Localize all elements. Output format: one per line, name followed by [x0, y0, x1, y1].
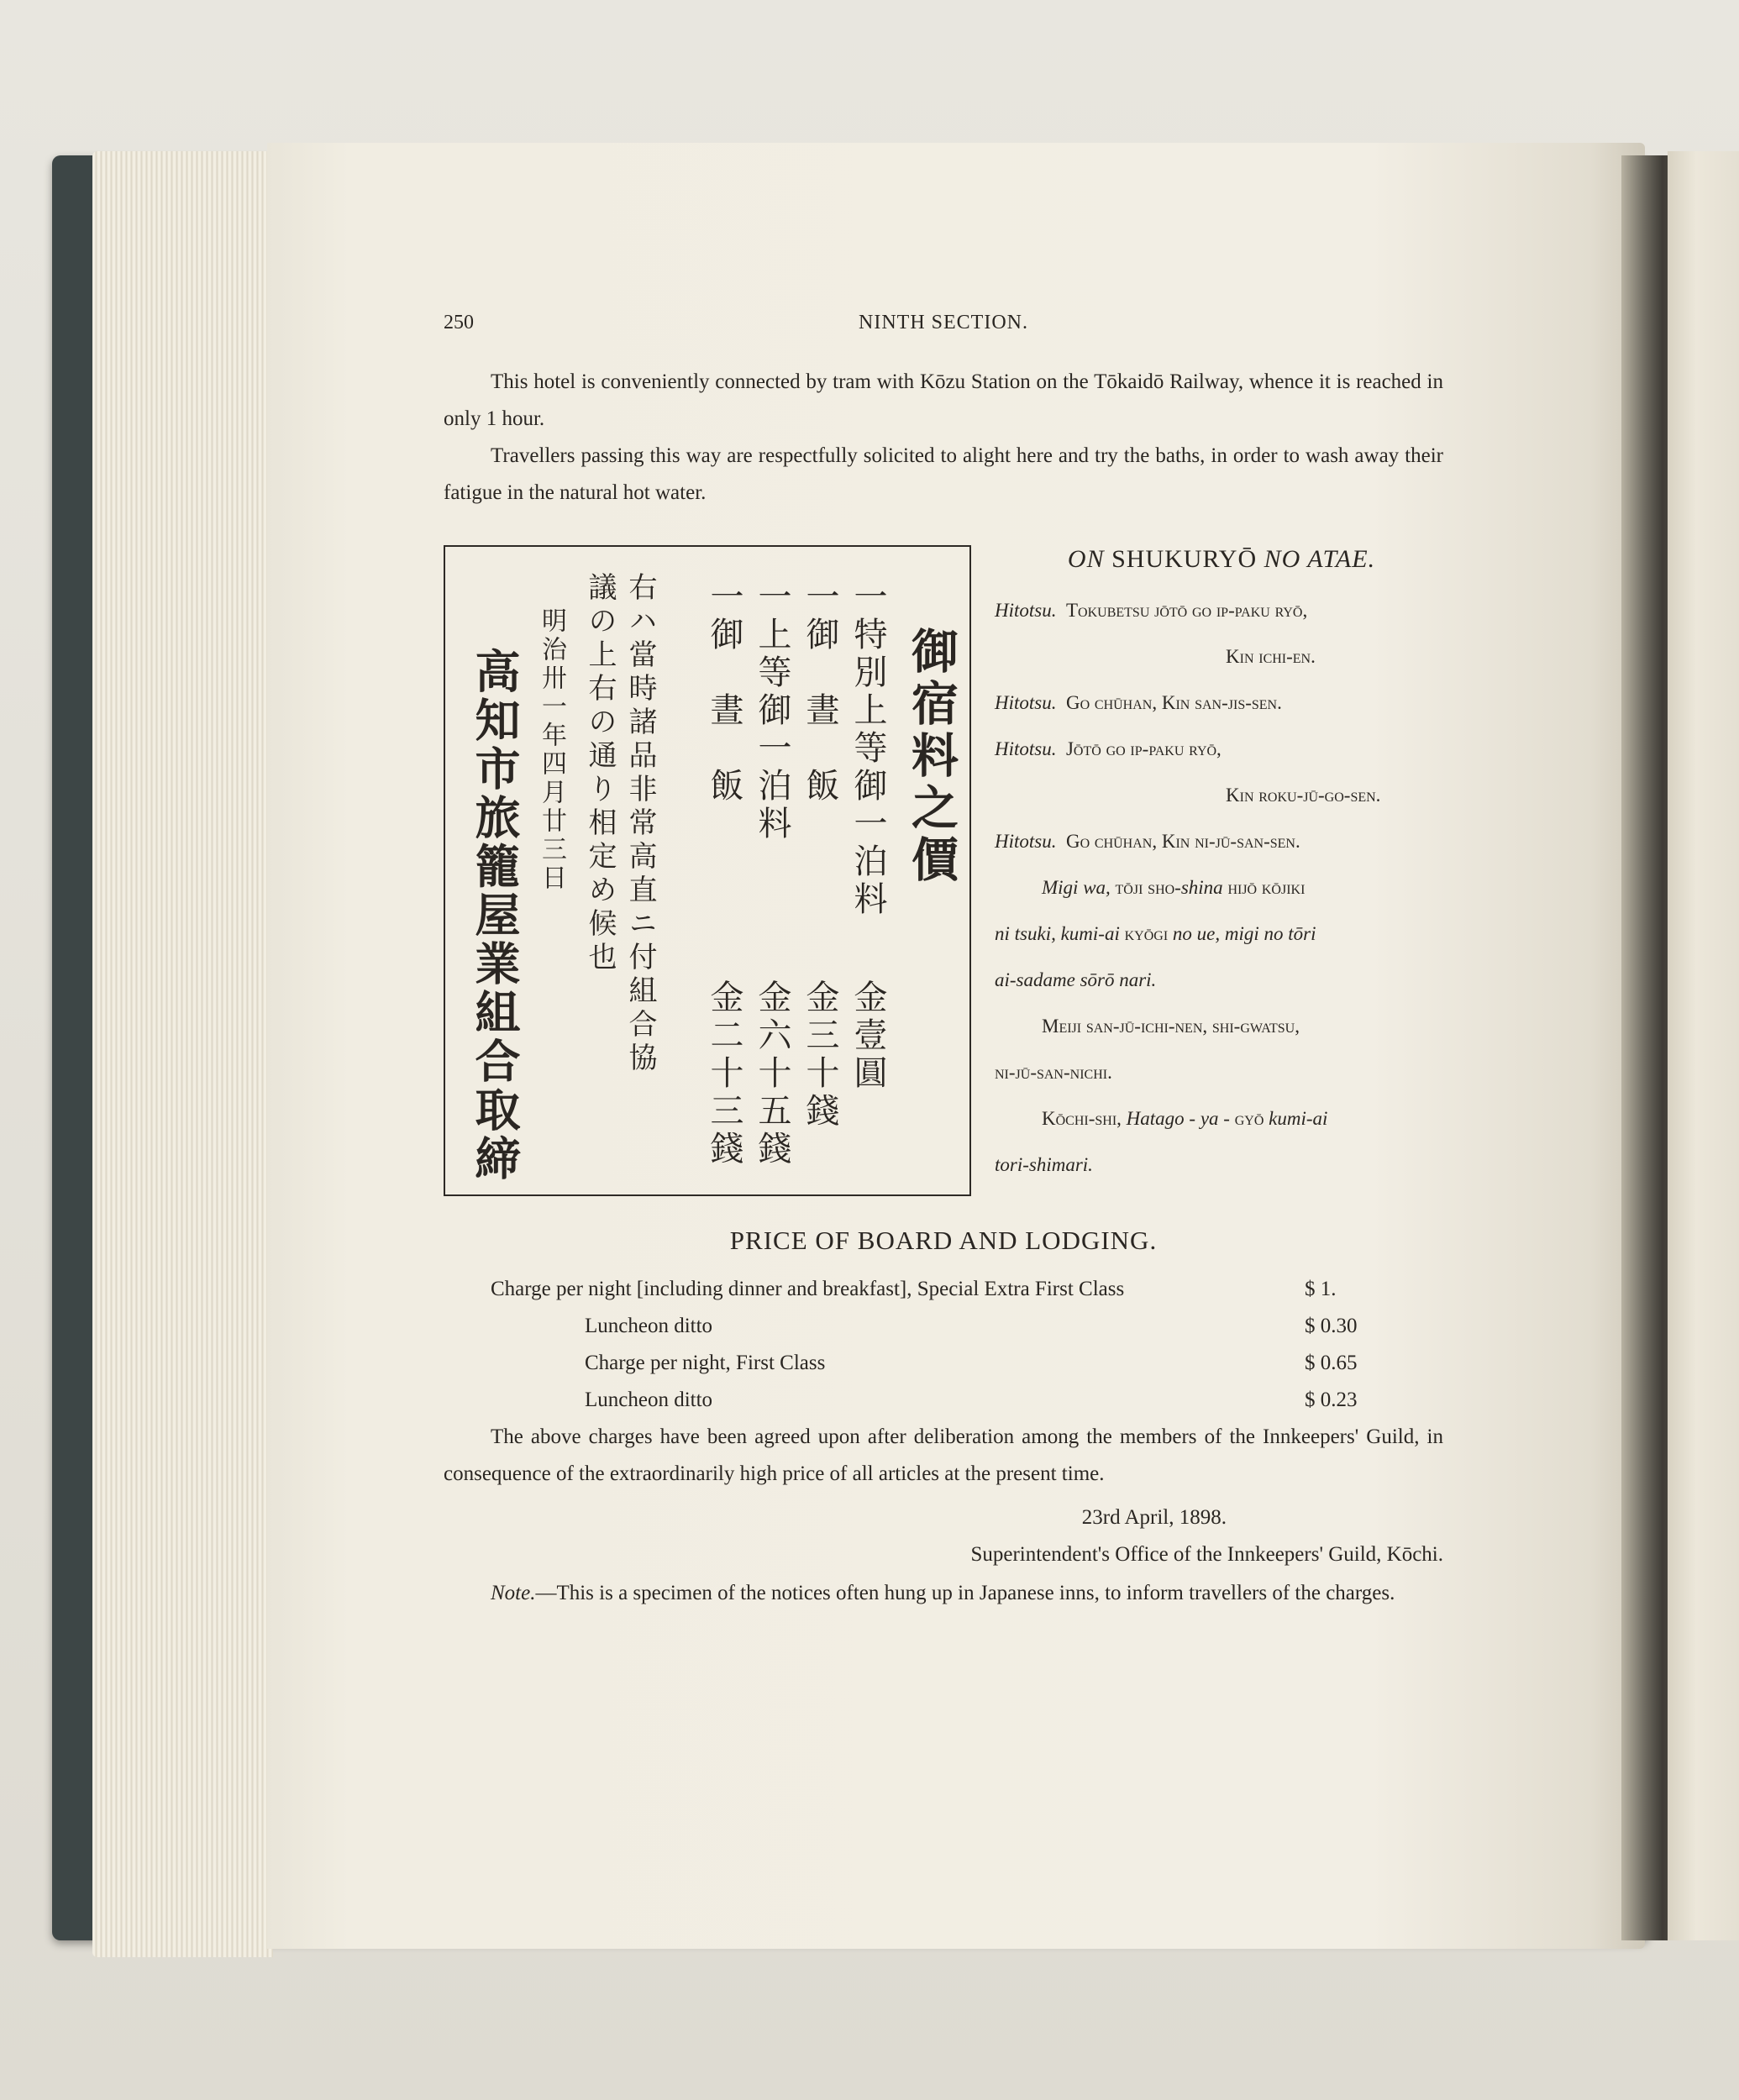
romaji-signatory-line: tori-shimari.: [995, 1154, 1093, 1175]
romaji-text: Tokubetsu jōtō go ip-paku ryō,: [1065, 600, 1308, 621]
romaji-text: kumi-ai: [1269, 1108, 1328, 1129]
romaji-title-shukuryo: SHUKURYŌ: [1111, 545, 1258, 573]
jp-item-1-price: 金壹圓: [848, 979, 887, 1093]
romaji-line: [995, 911, 1448, 957]
note-text: —This is a specimen of the notices often hung up in Japanese inns, to inform travellers of the charges.: [535, 1582, 1395, 1604]
romaji-text: Kin san-jis-sen.: [1161, 692, 1282, 713]
romaji-text: Hatago - ya -: [1126, 1108, 1230, 1129]
notice-section: [444, 545, 1443, 1217]
romaji-text: no ue, migi no tōri: [1172, 923, 1316, 944]
section-title: NINTH SECTION.: [859, 312, 1028, 333]
charge-row: [444, 1345, 1443, 1382]
japanese-notice-box: [444, 545, 971, 1196]
romaji-date-line: ni-jū-san-nichi.: [995, 1062, 1112, 1083]
jp-item-2-label: 一御 晝 飯: [801, 579, 839, 806]
charge-row: [444, 1308, 1443, 1345]
romaji-title-on: ON: [1067, 545, 1105, 573]
charges-table: [444, 1271, 1443, 1419]
jp-remark-1: 右ハ當時諸品非常高直ニ付組合協: [623, 572, 657, 1076]
romaji-text: gyō: [1234, 1108, 1264, 1129]
page-content: [444, 307, 1443, 1612]
jp-item-2-price: 金三十錢: [801, 979, 839, 1131]
romaji-text: Kin ni-jū-san-sen.: [1161, 831, 1300, 852]
romaji-text: kyōgi: [1124, 923, 1169, 944]
romaji-line: [995, 864, 1448, 911]
jp-item-3-label: 一上等御一泊料: [753, 579, 791, 843]
romaji-signatory-line: [995, 1095, 1448, 1142]
romaji-hitotsu: Hitotsu.: [995, 600, 1057, 621]
romaji-text: Jōtō go ip-paku ryō,: [1065, 738, 1222, 759]
charge-row: [444, 1382, 1443, 1419]
note-label: Note.: [491, 1582, 536, 1604]
intro-text: [444, 364, 1443, 512]
price-heading: PRICE OF BOARD AND LODGING.: [729, 1226, 1158, 1255]
romaji-hitotsu: Hitotsu.: [995, 692, 1057, 713]
english-date: 23rd April, 1898.: [1081, 1506, 1227, 1529]
jp-item-1-label: 一特別上等御一泊料: [848, 579, 887, 919]
romaji-transcription: [995, 545, 1448, 1188]
romaji-line: [995, 587, 1448, 633]
romaji-line: [995, 772, 1448, 818]
english-signatory: Superintendent's Office of the Innkeepers' Guild, Kōchi.: [970, 1543, 1443, 1566]
charge-label: Charge per night [including dinner and breakfast], Special Extra First Class: [491, 1278, 1125, 1300]
page-number: 250: [444, 312, 474, 333]
facing-page: [1668, 151, 1739, 1940]
jp-signatory: 高知市旅籠屋業組合取締: [468, 648, 521, 1184]
romaji-text: Kin ichi-en.: [1226, 646, 1316, 667]
romaji-date-line: Meiji san-jū-ichi-nen, shi-gwatsu,: [1042, 1016, 1300, 1037]
charge-label: Luncheon ditto: [585, 1315, 713, 1337]
romaji-line: [995, 680, 1448, 726]
charge-amount: $ 1.: [1305, 1278, 1337, 1300]
jp-item-4-label: 一御 晝 飯: [705, 579, 743, 806]
romaji-text: tōji sho-: [1115, 877, 1181, 898]
charge-amount: $ 0.23: [1305, 1389, 1358, 1411]
charge-amount: $ 0.30: [1305, 1315, 1358, 1337]
jp-remark-2: 議の上右の通り相定め候也: [583, 572, 617, 975]
romaji-hitotsu: Hitotsu.: [995, 831, 1057, 852]
romaji-text: Go chūhan,: [1065, 831, 1158, 852]
romaji-line: [995, 726, 1448, 772]
charge-label: Luncheon ditto: [585, 1389, 713, 1411]
romaji-text: hijō kōjiki: [1227, 877, 1306, 898]
romaji-title: [995, 545, 1448, 574]
romaji-hitotsu: Hitotsu.: [995, 738, 1057, 759]
romaji-text: shina: [1180, 877, 1223, 898]
romaji-text: Kōchi-shi,: [1042, 1108, 1122, 1129]
running-head: [444, 307, 1443, 340]
intro-paragraph-1: This hotel is conveniently connected by tram with Kōzu Station on the Tōkaidō Railway, whence it is reached in only 1 hour.: [444, 370, 1443, 430]
jp-date: 明治卅一年四月廿三日: [537, 607, 566, 893]
romaji-text: Migi wa,: [1042, 877, 1111, 898]
charge-row: [444, 1271, 1443, 1308]
romaji-text: ni tsuki, kumi-ai: [995, 923, 1120, 944]
romaji-line: [995, 633, 1448, 680]
romaji-title-no-atae: NO ATAE.: [1264, 545, 1376, 573]
romaji-text: Kin roku-jū-go-sen.: [1226, 785, 1381, 806]
jp-item-4-price: 金二十三錢: [705, 979, 743, 1168]
jp-item-3-price: 金六十五錢: [753, 979, 791, 1168]
intro-paragraph-2: Travellers passing this way are respectfully solicited to alight here and try the baths, in order to wash away their fatigue in the natural hot water.: [444, 444, 1443, 504]
charge-label: Charge per night, First Class: [585, 1352, 826, 1374]
page-edges: [92, 151, 273, 1957]
note-paragraph: [444, 1575, 1443, 1612]
jp-title: 御宿料之價: [904, 627, 959, 887]
romaji-text: Go chūhan,: [1065, 692, 1158, 713]
romaji-line: ai-sadame sōrō nari.: [995, 969, 1157, 990]
charge-amount: $ 0.65: [1305, 1352, 1358, 1374]
explanation-paragraph: The above charges have been agreed upon after deliberation among the members of the Innkeepers' Guild, in consequence of the extraordinarily high price of all articles at the present time.: [444, 1425, 1443, 1485]
romaji-line: [995, 818, 1448, 864]
